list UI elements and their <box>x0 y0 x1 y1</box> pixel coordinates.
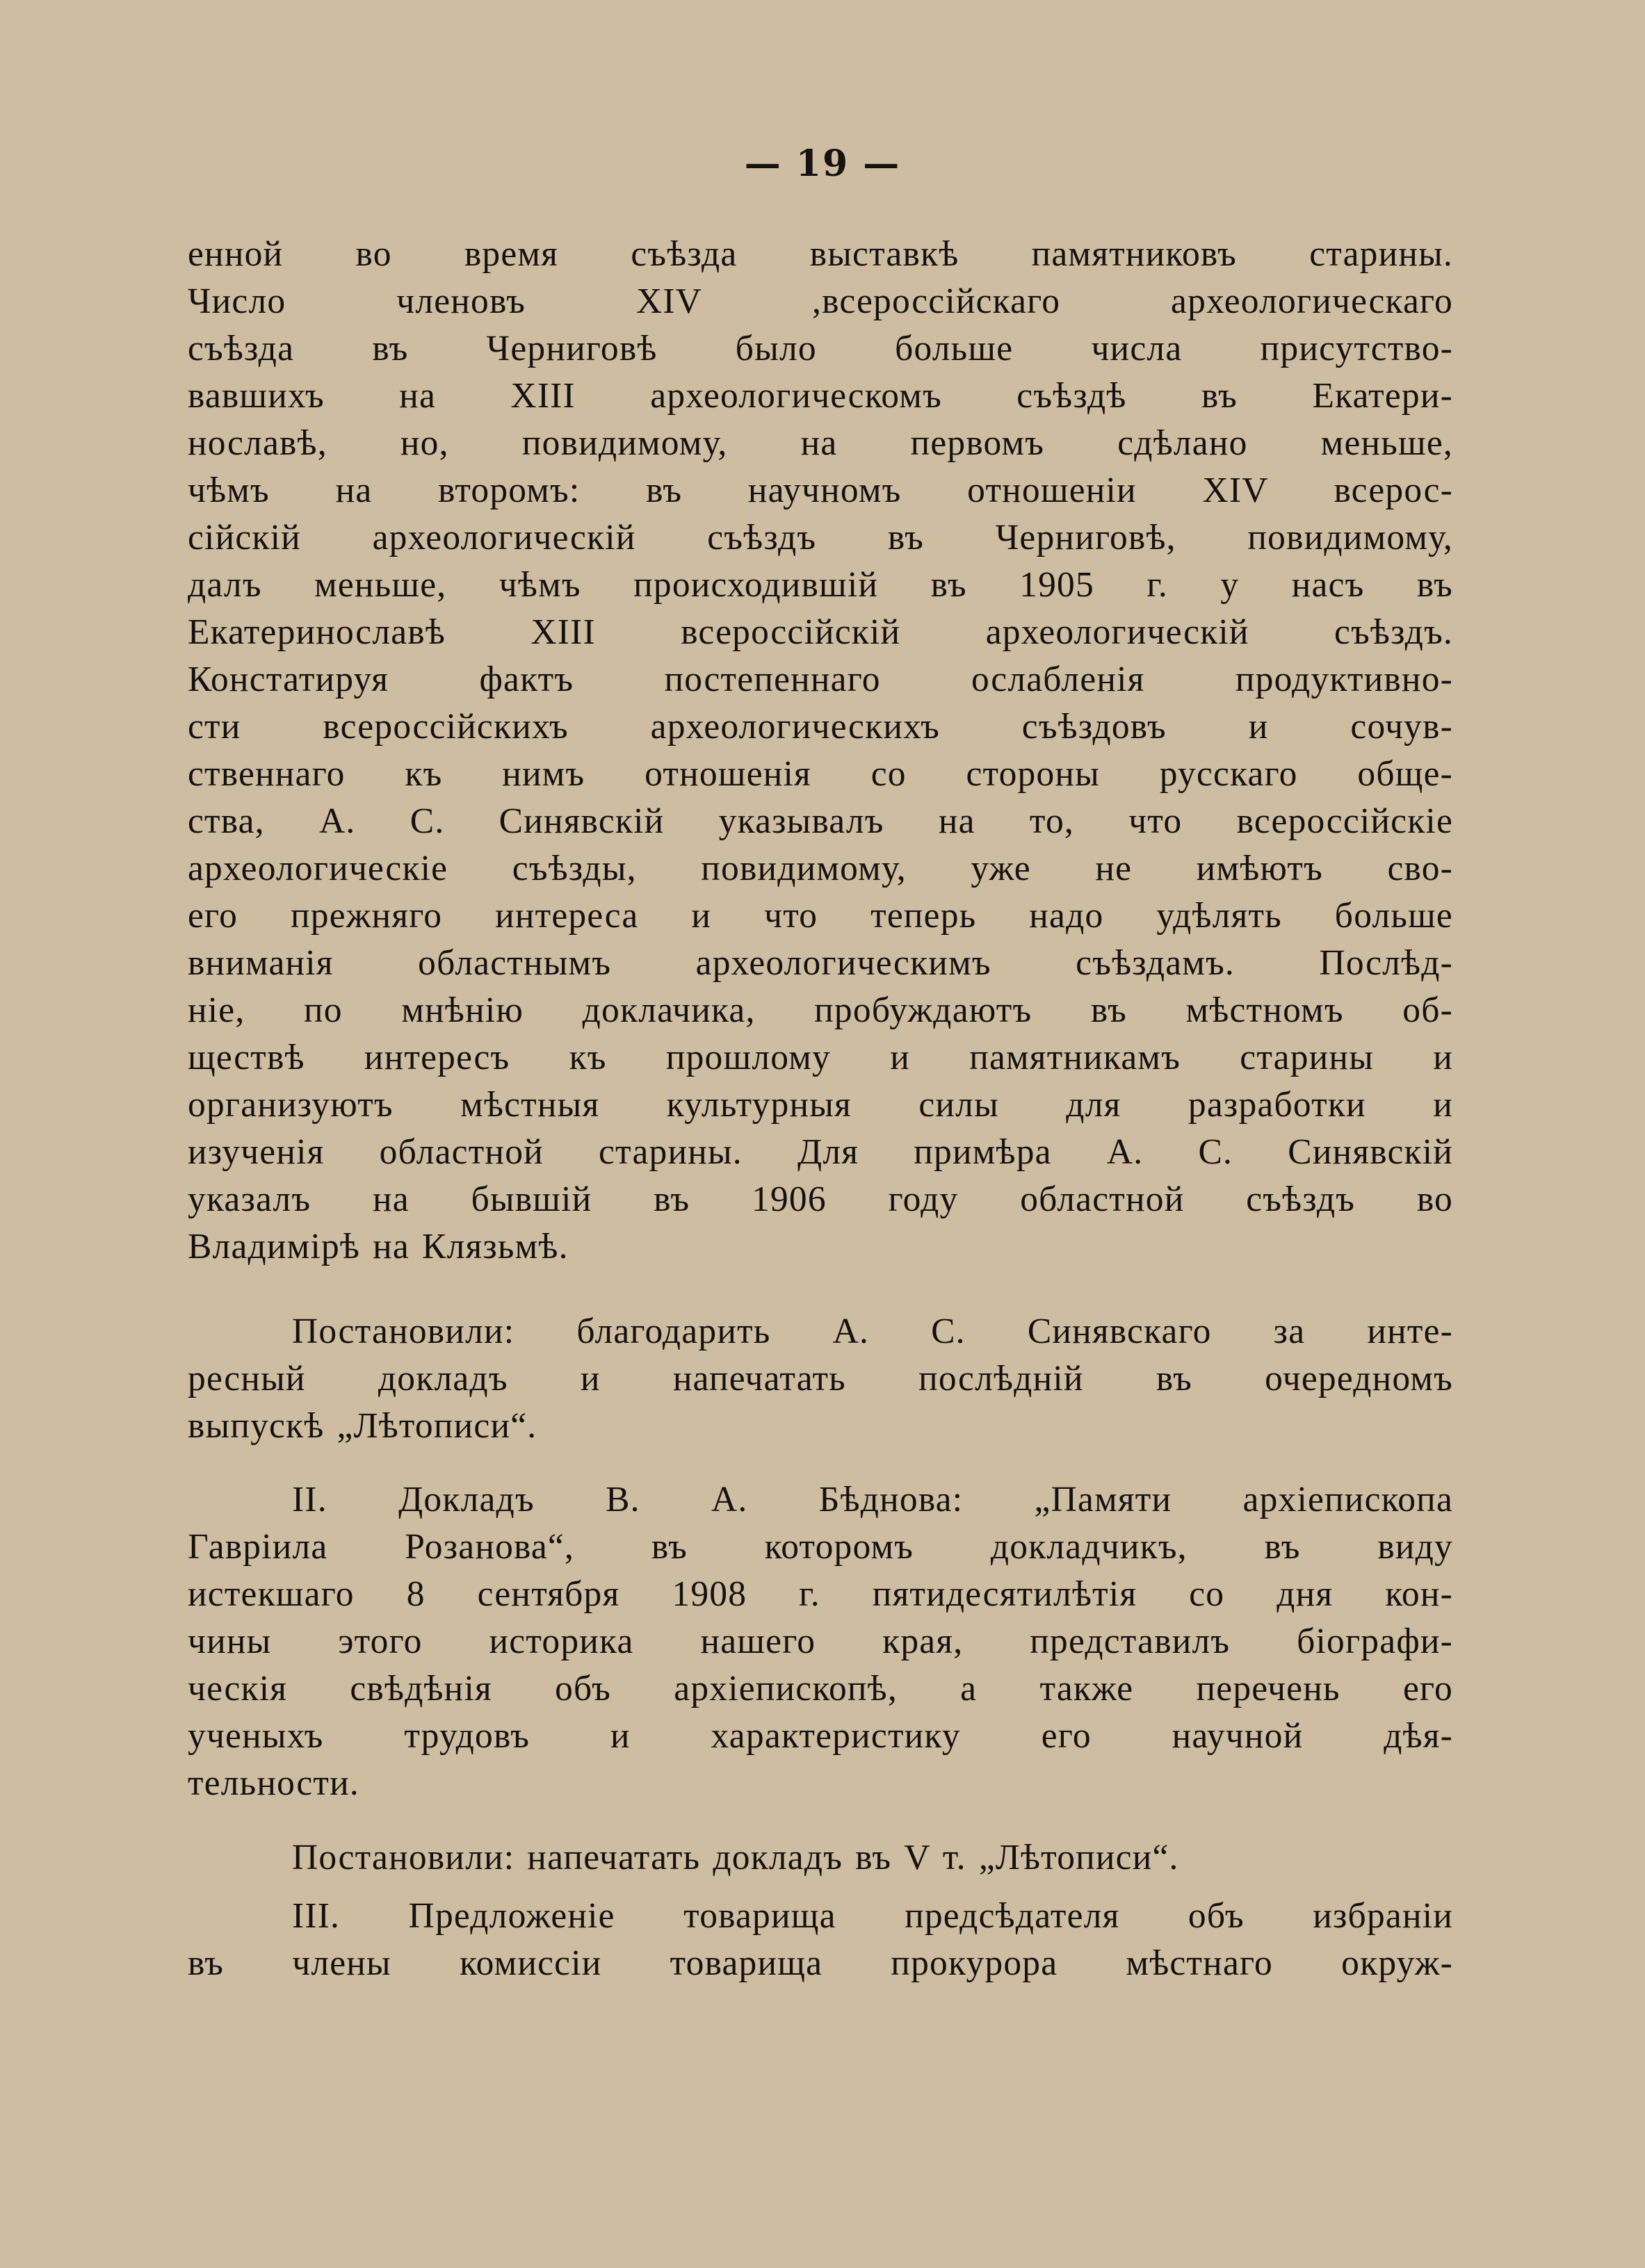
text-line: ческія свѣдѣнія объ архіепископѣ, а также перечень его <box>188 1669 1453 1708</box>
paragraph-resolution-2 <box>188 1834 1453 1882</box>
text-line: II. Докладъ В. А. Бѣднова: „Памяти архіепископа <box>292 1480 1453 1519</box>
text-line: сійскій археологическій съѣздъ въ Черниговѣ, повидимому, <box>188 518 1453 557</box>
text-line: ственнаго къ нимъ отношенія со стороны русскаго обще- <box>188 754 1453 794</box>
text-line: III. Предложеніе товарища предсѣдателя объ избраніи <box>292 1896 1453 1936</box>
text-line: его прежняго интереса и что теперь надо удѣлять больше <box>188 896 1453 936</box>
text-line: Екатеринославѣ XIII всероссійскій археологическій съѣздъ. <box>188 612 1453 652</box>
text-line: Постановили: благодарить А. С. Синявскаго за инте- <box>292 1312 1453 1351</box>
text-line: организуютъ мѣстныя культурныя силы для разработки и <box>188 1085 1453 1125</box>
text-line: ществѣ интересъ къ прошлому и памятникамъ старины и <box>188 1038 1453 1077</box>
text-line: чѣмъ на второмъ: въ научномъ отношеніи XIV всерос- <box>188 471 1453 510</box>
text-line: Число членовъ XIV ,всероссійскаго археологическаго <box>188 282 1453 321</box>
text-line: вниманія областнымъ археологическимъ съѣздамъ. Послѣд- <box>188 943 1453 983</box>
text-line: Постановили: напечатать докладъ въ V т. „Лѣтописи“. <box>292 1838 1179 1877</box>
text-line: выпускѣ „Лѣтописи“. <box>188 1406 537 1446</box>
text-line: тельности. <box>188 1763 359 1803</box>
text-line: ресный докладъ и напечатать послѣдній въ очередномъ <box>188 1359 1453 1398</box>
text-line: сти всероссійскихъ археологическихъ съѣздовъ и сочув- <box>188 707 1453 747</box>
text-line: ніе, по мнѣнію доклачика, пробуждаютъ въ мѣстномъ об- <box>188 990 1453 1030</box>
text-line: археологическіе съѣзды, повидимому, уже не имѣютъ сво- <box>188 849 1453 888</box>
text-line: чины этого историка нашего края, представилъ біографи- <box>188 1622 1453 1661</box>
text-line: ученыхъ трудовъ и характеристику его научной дѣя- <box>188 1716 1453 1756</box>
text-line: Владимірѣ на Клязьмѣ. <box>188 1227 569 1266</box>
text-line: нославѣ, но, повидимому, на первомъ сдѣлано меньше, <box>188 423 1453 463</box>
text-line: далъ меньше, чѣмъ происходившій въ 1905 г. у насъ въ <box>188 565 1453 605</box>
text-line: Гаврiила Розанова“, въ которомъ докладчикъ, въ виду <box>188 1527 1453 1567</box>
page-number: — 19 — <box>744 142 901 185</box>
paragraph-report-continuation <box>188 231 1453 1271</box>
text-line: ства, А. С. Синявскій указывалъ на то, что всероссійскіе <box>188 801 1453 841</box>
text-line: истекшаго 8 сентября 1908 г. пятидесятилѣтія со дня кон- <box>188 1574 1453 1614</box>
paragraph-report-bednov <box>188 1476 1453 1807</box>
text-line: вавшихъ на XIII археологическомъ съѣздѣ въ Екатери- <box>188 376 1453 416</box>
text-line: енной во время съѣзда выставкѣ памятниковъ старины. <box>188 234 1453 274</box>
text-line: съѣзда въ Черниговѣ было больше числа присутство- <box>188 329 1453 368</box>
text-line: въ члены комиссіи товарища прокурора мѣстнаго окруж- <box>188 1943 1453 1983</box>
text-line: изученія областной старины. Для примѣра А. С. Синявскій <box>188 1132 1453 1172</box>
paragraph-resolution-1 <box>188 1308 1453 1450</box>
text-line: Констатируя фактъ постепеннаго ослабленія продуктивно- <box>188 660 1453 699</box>
paragraph-proposal <box>188 1893 1453 1987</box>
text-line: указалъ на бывшій въ 1906 году областной съѣздъ во <box>188 1180 1453 1219</box>
